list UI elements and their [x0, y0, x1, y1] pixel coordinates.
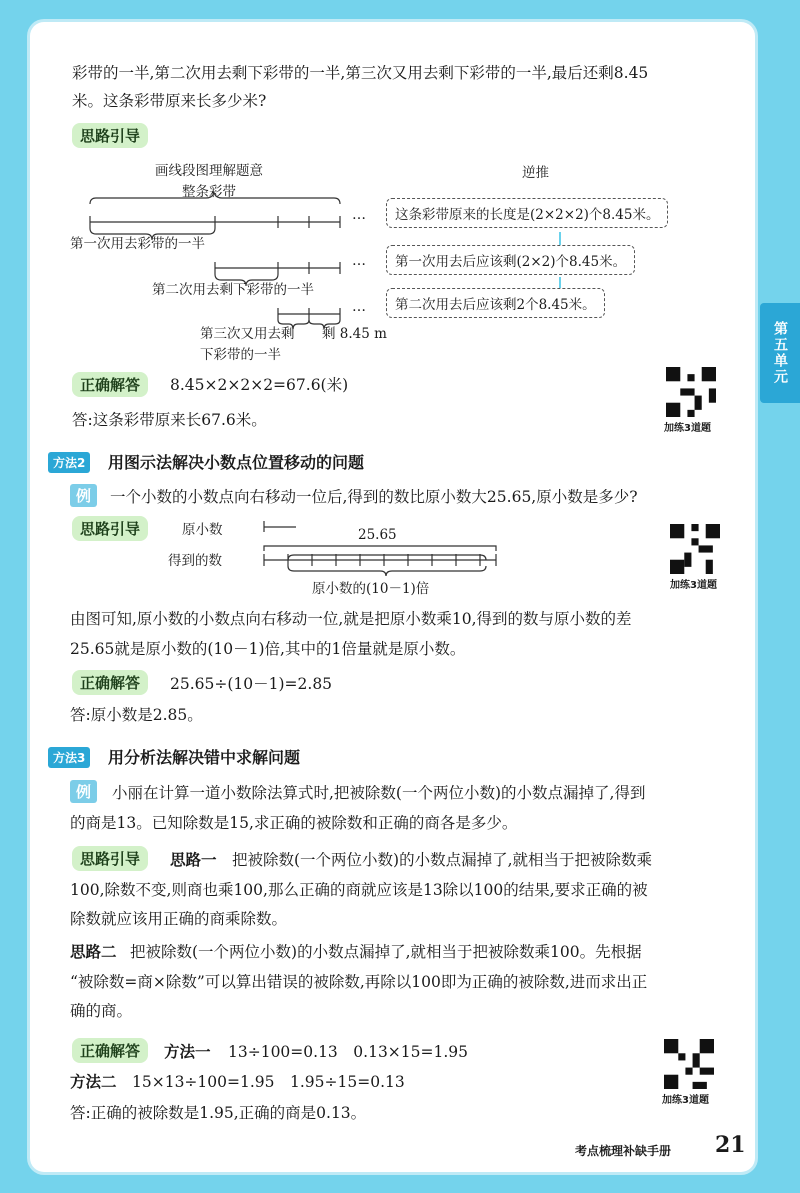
- example-question: 一个小数的小数点向右移动一位后,得到的数比原小数大25.65,原小数是多少?: [110, 488, 638, 506]
- idea-2-label: 思路二: [70, 943, 117, 961]
- reverse-box-1: 这条彩带原来的长度是(2×2×2)个8.45米。: [386, 198, 668, 228]
- answer-text: 答:正确的被除数是1.95,正确的商是0.13。: [70, 1104, 367, 1122]
- answer-text: 答:这条彩带原来长67.6米。: [72, 411, 267, 429]
- diff-value: 25.65: [358, 527, 397, 543]
- idea-1-line-1: 把被除数(一个两位小数)的小数点漏掉了,就相当于把被除数乘: [232, 851, 653, 869]
- method-2-title: 用图示法解决小数点位置移动的问题: [108, 453, 365, 472]
- idea-2-line-1: 把被除数(一个两位小数)的小数点漏掉了,就相当于把被除数乘100。先根据: [130, 943, 642, 961]
- third-use-label-1: 第三次又用去剩: [200, 326, 295, 342]
- box-connector-1: [559, 232, 561, 245]
- answer-tag: 正确解答: [72, 670, 148, 695]
- qr-caption: 加练3道题: [670, 580, 717, 591]
- label-original: 原小数: [182, 522, 223, 538]
- unit-side-tab[interactable]: 第五单元: [760, 303, 800, 403]
- whole-label: 整条彩带: [182, 184, 236, 200]
- qr-caption: 加练3道题: [664, 423, 711, 434]
- page-number: 21: [715, 1132, 746, 1158]
- answer-text: 答:原小数是2.85。: [70, 706, 203, 724]
- qr-code-icon[interactable]: [666, 367, 716, 417]
- segment-diagram: [80, 192, 360, 332]
- dots-1: …: [352, 207, 366, 223]
- label-result: 得到的数: [168, 553, 222, 569]
- brace-label: 原小数的(10－1)倍: [312, 581, 430, 597]
- question-line-2: 的商是13。已知除数是15,求正确的被除数和正确的商各是多少。: [70, 814, 518, 832]
- footer-title: 考点梳理补缺手册: [575, 1144, 672, 1158]
- idea-1-line-2: 100,除数不变,则商也乘100,那么正确的商就应该是13除以100的结果,要求正确的被: [70, 881, 648, 899]
- dots-3: …: [352, 299, 366, 315]
- method-one-formula: 13÷100=0.13 0.13×15=1.95: [228, 1043, 469, 1061]
- explain-line-2: 25.65就是原小数的(10－1)倍,其中的1倍量就是原小数。: [70, 640, 466, 658]
- qr-caption: 加练3道题: [662, 1095, 709, 1106]
- question-line-1: 小丽在计算一道小数除法算式时,把被除数(一个两位小数)的小数点漏掉了,得到: [112, 784, 646, 802]
- whole-brace: [90, 193, 340, 204]
- qr-code-icon[interactable]: [664, 1039, 714, 1089]
- answer-tag: 正确解答: [72, 1038, 148, 1063]
- hint-tag: 思路引导: [72, 846, 148, 871]
- page: [30, 22, 755, 1172]
- first-use-label: 第一次用去彩带的一半: [70, 236, 205, 252]
- method-one-label: 方法一: [164, 1043, 211, 1061]
- remain-label: 剩 8.45 m: [322, 326, 387, 342]
- method-3-tag: 方法3: [48, 747, 90, 768]
- third-use-label-2: 下彩带的一半: [200, 347, 281, 363]
- answer-formula: 25.65÷(10－1)=2.85: [170, 675, 333, 693]
- idea-1-line-3: 除数就应该用正确的商乘除数。: [70, 910, 288, 928]
- diagram-title-left: 画线段图理解题意: [155, 163, 263, 179]
- diagram-title-right: 逆推: [522, 165, 549, 181]
- answer-formula: 8.45×2×2×2=67.6(米): [170, 376, 349, 394]
- problem-line-2: 米。这条彩带原来长多少米?: [72, 92, 267, 110]
- problem-line-1: 彩带的一半,第二次用去剩下彩带的一半,第三次又用去剩下彩带的一半,最后还剩8.45: [72, 64, 649, 82]
- box-connector-2: [559, 277, 561, 288]
- hint-tag: 思路引导: [72, 123, 148, 148]
- idea-2-line-3: 确的商。: [70, 1002, 133, 1020]
- method-two-label: 方法二: [70, 1073, 117, 1091]
- qr-code-icon[interactable]: [670, 524, 720, 574]
- method-3-title: 用分析法解决错中求解问题: [108, 748, 301, 767]
- dots-2: …: [352, 253, 366, 269]
- method-2-tag: 方法2: [48, 452, 90, 473]
- decimal-diagram: [260, 518, 500, 578]
- idea-1-label: 思路一: [170, 851, 217, 869]
- second-use-label: 第二次用去剩下彩带的一半: [152, 282, 314, 298]
- example-tag: 例: [70, 484, 97, 507]
- method-two-formula: 15×13÷100=1.95 1.95÷15=0.13: [132, 1073, 405, 1091]
- answer-tag: 正确解答: [72, 372, 148, 397]
- explain-line-1: 由图可知,原小数的小数点向右移动一位,就是把原小数乘10,得到的数与原小数的差: [70, 610, 632, 628]
- reverse-box-2: 第一次用去后应该剩(2×2)个8.45米。: [386, 245, 635, 275]
- idea-2-line-2: “被除数=商×除数”可以算出错误的被除数,再除以100即为正确的被除数,进而求出正: [70, 973, 648, 991]
- example-tag: 例: [70, 780, 97, 803]
- hint-tag: 思路引导: [72, 516, 148, 541]
- reverse-box-3: 第二次用去后应该剩2个8.45米。: [386, 288, 605, 318]
